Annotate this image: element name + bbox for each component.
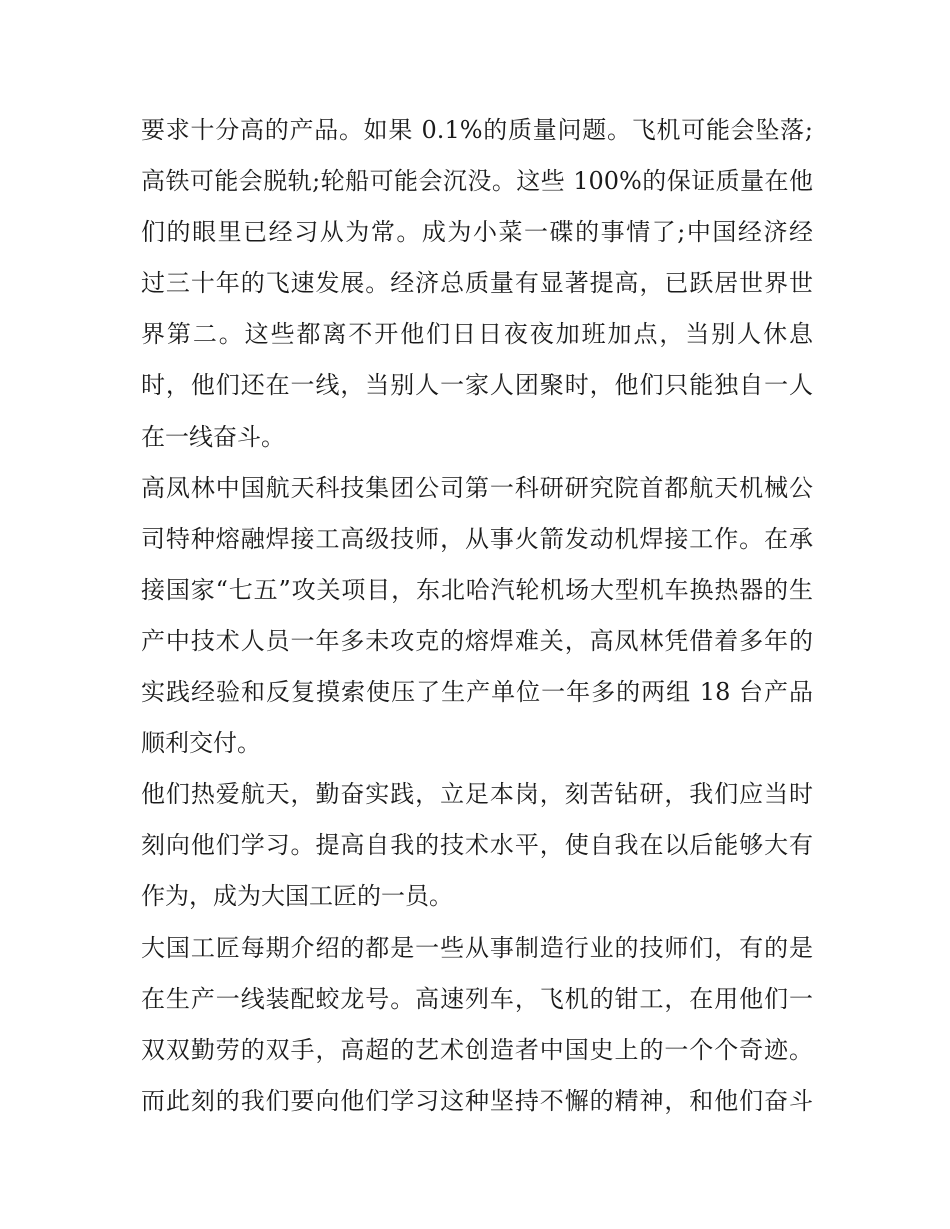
text-line: 们的眼里已经习从为常。成为小菜一碟的事情了;中国经济经 [141, 218, 813, 247]
text-line: 高凤林中国航天科技集团公司第一科研研究院首都航天机械公 [141, 473, 813, 502]
text-line: 在生产一线装配蛟龙号。高速列车，飞机的钳工，在用他们一 [141, 984, 813, 1013]
text-line: 在一线奋斗。 [141, 422, 285, 451]
text-line: 作为，成为大国工匠的一员。 [141, 882, 453, 911]
paragraph-4 [141, 923, 813, 1127]
text-line: 大国工匠每期介绍的都是一些从事制造行业的技师们，有的是 [141, 933, 813, 962]
text-line: 双双勤劳的双手，高超的艺术创造者中国史上的一个个奇迹。 [141, 1035, 813, 1064]
text-line: 界第二。这些都离不开他们日日夜夜加班加点，当别人休息 [141, 320, 813, 349]
text-line: 产中技术人员一年多未攻克的熔焊难关，高凤林凭借着多年的 [141, 626, 813, 655]
text-line: 司特种熔融焊接工高级技师，从事火箭发动机焊接工作。在承 [141, 524, 813, 553]
text-line: 实践经验和反复摸索使压了生产单位一年多的两组 18 台产品 [141, 678, 813, 707]
text-line: 而此刻的我们要向他们学习这种坚持不懈的精神，和他们奋斗 [141, 1086, 813, 1115]
text-line: 时，他们还在一线，当别人一家人团聚时，他们只能独自一人 [141, 371, 813, 400]
text-line: 过三十年的飞速发展。经济总质量有显著提高，已跃居世界世 [141, 269, 813, 298]
paragraph-1 [141, 105, 813, 463]
text-line: 高铁可能会脱轨;轮船可能会沉没。这些 100%的保证质量在他 [141, 167, 813, 196]
paragraph-2 [141, 463, 813, 770]
paragraph-3 [141, 769, 813, 922]
text-line: 接国家“七五”攻关项目，东北哈汽轮机场大型机车换热器的生 [141, 575, 813, 604]
text-line: 要求十分高的产品。如果 0.1%的质量问题。飞机可能会坠落; [141, 116, 813, 144]
text-line: 顺利交付。 [141, 729, 261, 758]
document-page [141, 105, 813, 1127]
text-line: 刻向他们学习。提高自我的技术水平，使自我在以后能够大有 [141, 831, 813, 860]
text-line: 他们热爱航天，勤奋实践，立足本岗，刻苦钻研，我们应当时 [141, 780, 813, 809]
